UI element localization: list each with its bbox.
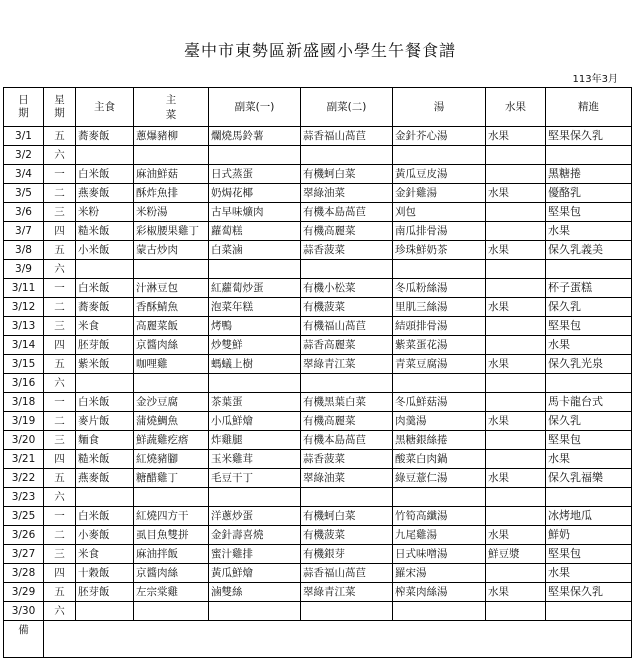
cell-fruit [486, 393, 546, 412]
cell-date: 3/22 [4, 469, 44, 488]
cell-staple: 胚芽飯 [76, 336, 134, 355]
month-label: 113年3月 [572, 74, 618, 85]
cell-soup [393, 146, 486, 165]
cell-soup: 日式味噌湯 [393, 545, 486, 564]
cell-weekday: 五 [44, 355, 76, 374]
cell-weekday: 三 [44, 431, 76, 450]
cell-main: 紅燒四方干 [134, 507, 209, 526]
cell-side2: 有機銀芽 [301, 545, 393, 564]
cell-side1: 毛豆干丁 [209, 469, 301, 488]
cell-fruit [486, 431, 546, 450]
cell-staple [76, 602, 134, 621]
cell-side2: 蒜香菠菜 [301, 450, 393, 469]
cell-date: 3/23 [4, 488, 44, 507]
cell-side2: 有機蚵白菜 [301, 507, 393, 526]
table-row [4, 336, 632, 355]
cell-soup [393, 374, 486, 393]
cell-weekday: 六 [44, 146, 76, 165]
cell-main: 鮮蔬雞疙瘩 [134, 431, 209, 450]
table-row [4, 317, 632, 336]
cell-staple: 小麥飯 [76, 526, 134, 545]
cell-main: 京醬肉絲 [134, 564, 209, 583]
cell-side1: 日式蒸蛋 [209, 165, 301, 184]
cell-side1: 黃瓜鮮燴 [209, 564, 301, 583]
cell-soup: 珍珠鮮奶茶 [393, 241, 486, 260]
cell-side1 [209, 602, 301, 621]
cell-weekday: 六 [44, 374, 76, 393]
cell-weekday: 一 [44, 507, 76, 526]
cell-side2: 有機本島萵苣 [301, 431, 393, 450]
table-row [4, 279, 632, 298]
table-row [4, 583, 632, 602]
cell-weekday: 三 [44, 545, 76, 564]
cell-side2: 蒜香福山萵苣 [301, 564, 393, 583]
cell-staple [76, 146, 134, 165]
header-fruit: 水果 [486, 88, 546, 127]
cell-fruit: 水果 [486, 583, 546, 602]
header-date: 日 期 [4, 88, 44, 127]
cell-side1: 炸雞腿 [209, 431, 301, 450]
cell-extra: 堅果包 [546, 545, 632, 564]
cell-weekday: 二 [44, 412, 76, 431]
cell-main: 麻油拌飯 [134, 545, 209, 564]
cell-extra: 保久乳義美 [546, 241, 632, 260]
cell-side2: 翠綠油菜 [301, 469, 393, 488]
cell-side1: 古早味爌肉 [209, 203, 301, 222]
cell-staple: 米食 [76, 317, 134, 336]
table-row [4, 127, 632, 146]
cell-main: 金沙豆腐 [134, 393, 209, 412]
cell-side1: 滷雙絲 [209, 583, 301, 602]
cell-weekday: 六 [44, 602, 76, 621]
cell-side2: 有機高麗菜 [301, 412, 393, 431]
cell-fruit [486, 374, 546, 393]
cell-staple: 蕎麥飯 [76, 127, 134, 146]
cell-main: 虱目魚雙拼 [134, 526, 209, 545]
cell-side1: 白菜滷 [209, 241, 301, 260]
cell-soup: 金針芥心湯 [393, 127, 486, 146]
cell-side2: 蒜香菠菜 [301, 241, 393, 260]
header-side2: 副菜(二) [301, 88, 393, 127]
cell-weekday: 四 [44, 336, 76, 355]
cell-date: 3/1 [4, 127, 44, 146]
cell-main [134, 260, 209, 279]
cell-side2: 有機福山萵苣 [301, 317, 393, 336]
cell-soup: 結頭排骨湯 [393, 317, 486, 336]
cell-date: 3/8 [4, 241, 44, 260]
cell-soup: 羅宋湯 [393, 564, 486, 583]
cell-weekday: 二 [44, 298, 76, 317]
cell-soup: 竹筍高纖湯 [393, 507, 486, 526]
cell-side2: 有機蚵白菜 [301, 165, 393, 184]
cell-staple: 十穀飯 [76, 564, 134, 583]
cell-weekday: 四 [44, 222, 76, 241]
cell-extra: 堅果保久乳 [546, 127, 632, 146]
cell-soup: 刈包 [393, 203, 486, 222]
cell-staple: 白米飯 [76, 279, 134, 298]
cell-weekday: 三 [44, 317, 76, 336]
cell-extra: 水果 [546, 336, 632, 355]
cell-weekday: 五 [44, 469, 76, 488]
cell-staple [76, 374, 134, 393]
cell-staple: 麥片飯 [76, 412, 134, 431]
cell-side2: 有機本島萵苣 [301, 203, 393, 222]
cell-staple: 白米飯 [76, 393, 134, 412]
header-extra: 精進 [546, 88, 632, 127]
cell-fruit [486, 203, 546, 222]
cell-side1: 茶葉蛋 [209, 393, 301, 412]
table-row [4, 374, 632, 393]
cell-staple: 白米飯 [76, 507, 134, 526]
table-row [4, 146, 632, 165]
cell-main: 麻油鮮菇 [134, 165, 209, 184]
cell-side2: 翠綠青江菜 [301, 583, 393, 602]
table-row [4, 431, 632, 450]
cell-extra: 杯子蛋糕 [546, 279, 632, 298]
cell-side1 [209, 146, 301, 165]
cell-extra: 保久乳福樂 [546, 469, 632, 488]
cell-weekday: 二 [44, 526, 76, 545]
cell-extra [546, 146, 632, 165]
cell-soup: 九尾雞湯 [393, 526, 486, 545]
cell-side2: 有機菠菜 [301, 526, 393, 545]
cell-fruit: 水果 [486, 298, 546, 317]
header-soup: 湯 [393, 88, 486, 127]
footer-row [4, 621, 632, 658]
cell-extra: 馬卡龍台式 [546, 393, 632, 412]
cell-fruit [486, 260, 546, 279]
cell-date: 3/30 [4, 602, 44, 621]
cell-side1: 烤鴨 [209, 317, 301, 336]
cell-main: 糖醋雞丁 [134, 469, 209, 488]
cell-main [134, 488, 209, 507]
cell-date: 3/5 [4, 184, 44, 203]
cell-extra: 保久乳 [546, 412, 632, 431]
cell-soup [393, 488, 486, 507]
cell-side2: 有機高麗菜 [301, 222, 393, 241]
cell-main: 香酥鯖魚 [134, 298, 209, 317]
cell-fruit: 水果 [486, 355, 546, 374]
cell-side2: 蒜香高麗菜 [301, 336, 393, 355]
cell-side1: 金針壽喜燒 [209, 526, 301, 545]
cell-staple: 蕎麥飯 [76, 298, 134, 317]
table-row [4, 203, 632, 222]
cell-fruit [486, 564, 546, 583]
cell-extra [546, 602, 632, 621]
header-staple: 主食 [76, 88, 134, 127]
cell-fruit [486, 165, 546, 184]
cell-date: 3/26 [4, 526, 44, 545]
cell-weekday: 五 [44, 241, 76, 260]
footer-label: 備 [4, 621, 44, 658]
cell-main: 彩椒腰果雞丁 [134, 222, 209, 241]
cell-weekday: 一 [44, 165, 76, 184]
cell-main [134, 374, 209, 393]
cell-date: 3/25 [4, 507, 44, 526]
cell-extra: 水果 [546, 222, 632, 241]
cell-fruit [486, 336, 546, 355]
cell-date: 3/6 [4, 203, 44, 222]
table-row [4, 184, 632, 203]
cell-side1: 洋蔥炒蛋 [209, 507, 301, 526]
cell-staple: 燕麥飯 [76, 469, 134, 488]
cell-side2: 有機黑葉白菜 [301, 393, 393, 412]
cell-date: 3/4 [4, 165, 44, 184]
cell-staple: 胚芽飯 [76, 583, 134, 602]
footer-notes [44, 621, 632, 658]
cell-side1 [209, 488, 301, 507]
cell-fruit: 水果 [486, 241, 546, 260]
cell-staple: 米食 [76, 545, 134, 564]
cell-soup [393, 602, 486, 621]
cell-fruit [486, 507, 546, 526]
cell-fruit [486, 146, 546, 165]
cell-extra: 優酪乳 [546, 184, 632, 203]
cell-staple: 糙米飯 [76, 222, 134, 241]
cell-fruit [486, 317, 546, 336]
cell-weekday: 五 [44, 127, 76, 146]
table-row [4, 165, 632, 184]
cell-main: 高麗菜飯 [134, 317, 209, 336]
cell-weekday: 二 [44, 184, 76, 203]
cell-soup: 青菜豆腐湯 [393, 355, 486, 374]
cell-staple: 糙米飯 [76, 450, 134, 469]
cell-date: 3/11 [4, 279, 44, 298]
cell-extra: 水果 [546, 564, 632, 583]
cell-extra: 鮮奶 [546, 526, 632, 545]
cell-main: 紅燒豬腳 [134, 450, 209, 469]
table-row [4, 488, 632, 507]
cell-soup: 肉羹湯 [393, 412, 486, 431]
cell-weekday: 一 [44, 279, 76, 298]
cell-main: 京醬肉絲 [134, 336, 209, 355]
cell-soup: 黑糖銀絲捲 [393, 431, 486, 450]
cell-side1: 玉米雞茸 [209, 450, 301, 469]
table-row [4, 298, 632, 317]
cell-side2: 翠綠油菜 [301, 184, 393, 203]
cell-side1 [209, 260, 301, 279]
cell-staple: 白米飯 [76, 165, 134, 184]
cell-weekday: 五 [44, 583, 76, 602]
cell-side1: 螞蟻上樹 [209, 355, 301, 374]
cell-date: 3/2 [4, 146, 44, 165]
cell-side2 [301, 146, 393, 165]
table-row [4, 564, 632, 583]
cell-extra: 堅果包 [546, 203, 632, 222]
lunch-menu-table [3, 87, 632, 658]
cell-main: 蒲燒鯛魚 [134, 412, 209, 431]
cell-fruit [486, 450, 546, 469]
cell-staple: 麵食 [76, 431, 134, 450]
cell-fruit: 水果 [486, 412, 546, 431]
cell-extra: 保久乳 [546, 298, 632, 317]
cell-side1: 炒雙鮮 [209, 336, 301, 355]
table-row [4, 412, 632, 431]
cell-side1: 泡菜年糕 [209, 298, 301, 317]
cell-staple: 紫米飯 [76, 355, 134, 374]
cell-side1 [209, 374, 301, 393]
cell-date: 3/16 [4, 374, 44, 393]
cell-date: 3/13 [4, 317, 44, 336]
cell-side1: 紅蘿蔔炒蛋 [209, 279, 301, 298]
cell-fruit [486, 279, 546, 298]
cell-side2 [301, 602, 393, 621]
cell-main: 咖哩雞 [134, 355, 209, 374]
cell-main [134, 146, 209, 165]
cell-staple: 小米飯 [76, 241, 134, 260]
cell-staple [76, 488, 134, 507]
cell-fruit: 水果 [486, 184, 546, 203]
cell-extra [546, 488, 632, 507]
table-row [4, 355, 632, 374]
table-row [4, 260, 632, 279]
cell-soup: 酸菜白肉鍋 [393, 450, 486, 469]
cell-date: 3/15 [4, 355, 44, 374]
cell-side2 [301, 260, 393, 279]
cell-soup [393, 260, 486, 279]
page-title: 臺中市東勢區新盛國小學生午餐食譜 [183, 41, 456, 60]
cell-side1: 蘿蔔糕 [209, 222, 301, 241]
cell-fruit: 水果 [486, 127, 546, 146]
cell-fruit: 鮮豆漿 [486, 545, 546, 564]
table-row [4, 526, 632, 545]
cell-weekday: 四 [44, 450, 76, 469]
cell-extra: 冰烤地瓜 [546, 507, 632, 526]
cell-date: 3/19 [4, 412, 44, 431]
cell-fruit [486, 602, 546, 621]
cell-soup: 榨菜肉絲湯 [393, 583, 486, 602]
cell-date: 3/14 [4, 336, 44, 355]
cell-date: 3/27 [4, 545, 44, 564]
cell-side2 [301, 374, 393, 393]
cell-main [134, 602, 209, 621]
cell-main: 汁淋豆包 [134, 279, 209, 298]
cell-soup: 冬瓜粉絲湯 [393, 279, 486, 298]
cell-extra: 保久乳光泉 [546, 355, 632, 374]
cell-extra: 堅果包 [546, 431, 632, 450]
cell-staple: 燕麥飯 [76, 184, 134, 203]
table-row [4, 545, 632, 564]
cell-fruit: 水果 [486, 526, 546, 545]
cell-staple [76, 260, 134, 279]
cell-extra: 堅果保久乳 [546, 583, 632, 602]
header-side1: 副菜(一) [209, 88, 301, 127]
cell-extra [546, 260, 632, 279]
table-row [4, 222, 632, 241]
cell-soup: 南瓜排骨湯 [393, 222, 486, 241]
cell-side1: 蜜汁雞排 [209, 545, 301, 564]
cell-soup: 冬瓜鮮菇湯 [393, 393, 486, 412]
cell-extra [546, 374, 632, 393]
cell-side2: 有機菠菜 [301, 298, 393, 317]
header-row [4, 88, 632, 127]
table-row [4, 602, 632, 621]
cell-soup: 里肌三絲湯 [393, 298, 486, 317]
cell-weekday: 六 [44, 488, 76, 507]
table-row [4, 393, 632, 412]
cell-side1: 奶焗花椰 [209, 184, 301, 203]
cell-side2 [301, 488, 393, 507]
cell-weekday: 一 [44, 393, 76, 412]
cell-weekday: 三 [44, 203, 76, 222]
cell-extra: 水果 [546, 450, 632, 469]
cell-date: 3/20 [4, 431, 44, 450]
cell-date: 3/7 [4, 222, 44, 241]
cell-soup: 金針雞湯 [393, 184, 486, 203]
cell-date: 3/29 [4, 583, 44, 602]
cell-fruit: 水果 [486, 469, 546, 488]
cell-date: 3/21 [4, 450, 44, 469]
cell-side2: 翠綠青江菜 [301, 355, 393, 374]
cell-main: 蔥爆豬柳 [134, 127, 209, 146]
cell-main: 左宗棠雞 [134, 583, 209, 602]
table-row [4, 450, 632, 469]
cell-main: 蒙古炒肉 [134, 241, 209, 260]
cell-extra: 黑糖捲 [546, 165, 632, 184]
cell-date: 3/18 [4, 393, 44, 412]
cell-fruit [486, 222, 546, 241]
table-row [4, 469, 632, 488]
cell-date: 3/28 [4, 564, 44, 583]
table-row [4, 241, 632, 260]
cell-soup: 綠豆薏仁湯 [393, 469, 486, 488]
cell-side2: 蒜香福山萵苣 [301, 127, 393, 146]
cell-date: 3/12 [4, 298, 44, 317]
table-row [4, 507, 632, 526]
cell-side1: 小瓜鮮燴 [209, 412, 301, 431]
header-weekday: 星 期 [44, 88, 76, 127]
cell-fruit [486, 488, 546, 507]
cell-soup: 紫菜蛋花湯 [393, 336, 486, 355]
header-main: 主 菜 [134, 88, 209, 127]
cell-side2: 有機小松菜 [301, 279, 393, 298]
cell-weekday: 四 [44, 564, 76, 583]
cell-soup: 黃瓜豆皮湯 [393, 165, 486, 184]
cell-main: 酥炸魚排 [134, 184, 209, 203]
cell-staple: 米粉 [76, 203, 134, 222]
cell-side1: 爛燒馬鈴薯 [209, 127, 301, 146]
cell-weekday: 六 [44, 260, 76, 279]
cell-main: 米粉湯 [134, 203, 209, 222]
cell-extra: 堅果包 [546, 317, 632, 336]
cell-date: 3/9 [4, 260, 44, 279]
